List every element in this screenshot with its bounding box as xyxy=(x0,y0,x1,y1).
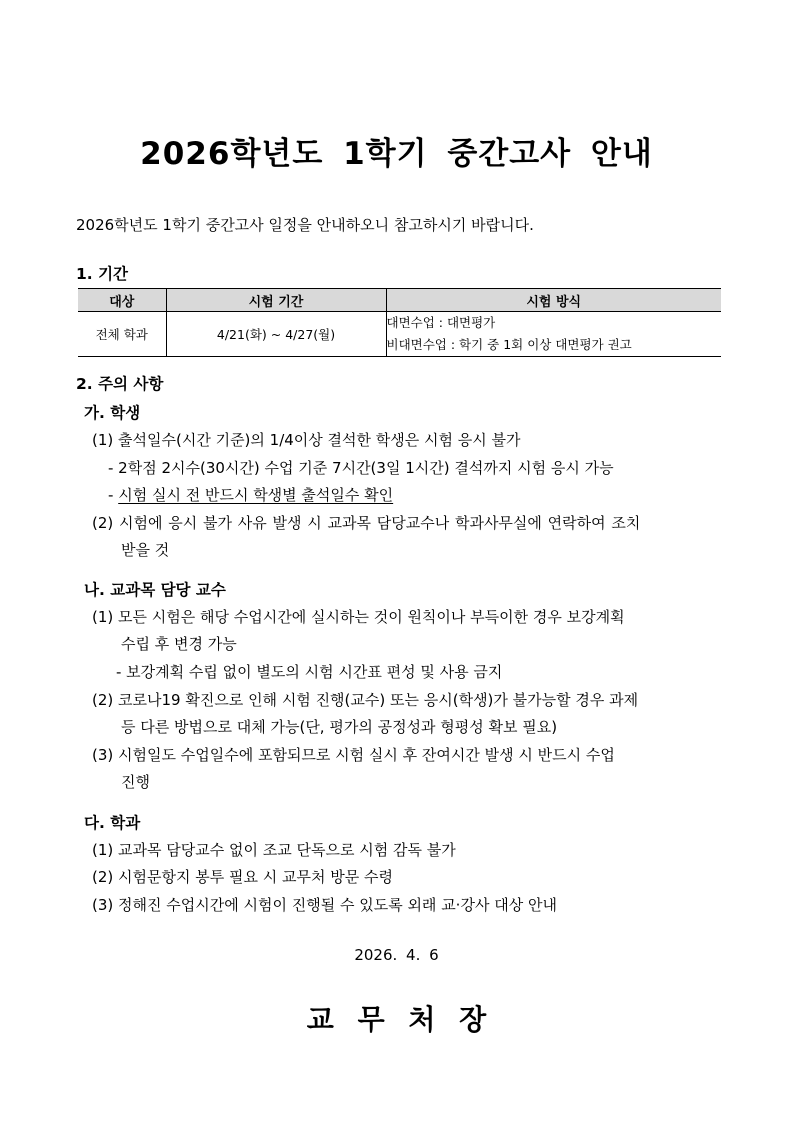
cell-period: 4/21(화) ~ 4/27(월) xyxy=(166,312,386,357)
professors-item-3-line-2: 진행 xyxy=(121,773,150,791)
cell-target: 전체 학과 xyxy=(95,327,148,342)
students-heading: 가. 학생 xyxy=(84,404,141,422)
departments-item-2: (2) 시험문항지 봉투 필요 시 교무처 방문 수령 xyxy=(92,868,393,886)
professors-item-1-line-1: (1) 모든 시험은 해당 수업시간에 실시하는 것이 원칙이나 부득이한 경우 보강계획 xyxy=(92,608,625,626)
sub-dash: - xyxy=(108,486,114,504)
students-item-2-line-2: 받을 것 xyxy=(121,541,170,559)
professors-item-2-line-1: (2) 코로나19 확진으로 인해 시험 진행(교수) 또는 응시(학생)가 불가능할 경우 과제 xyxy=(92,691,639,709)
section-period-heading: 1. 기간 xyxy=(76,265,129,283)
students-item-2-line-1: (2) 시험에 응시 불가 사유 발생 시 교과목 담당교수나 학과사무실에 연락하여 조치 xyxy=(92,514,641,532)
signature: 교 무 처 장 xyxy=(306,1003,487,1036)
intro-text: 2026학년도 1학기 중간고사 일정을 안내하오니 참고하시기 바랍니다. xyxy=(76,216,534,234)
departments-heading: 다. 학과 xyxy=(84,814,141,832)
document-title: 2026학년도 1학기 중간고사 안내 xyxy=(140,136,653,172)
section-notes-heading: 2. 주의 사항 xyxy=(76,375,164,393)
professors-item-3-line-1: (3) 시험일도 수업일수에 포함되므로 시험 실시 후 잔여시간 발생 시 반드시 수업 xyxy=(92,746,615,764)
schedule-header-row xyxy=(78,289,721,312)
professors-heading: 나. 교과목 담당 교수 xyxy=(84,581,226,599)
professors-item-1-sub-1: - 보강계획 수립 없이 별도의 시험 시간표 편성 및 사용 금지 xyxy=(116,663,503,681)
cell-method xyxy=(386,312,721,357)
method-line-2: 비대면수업 : 학기 중 1회 이상 대면평가 권고 xyxy=(386,337,632,352)
header-method: 시험 방식 xyxy=(386,289,721,312)
students-item-1: (1) 출석일수(시간 기준)의 1/4이상 결석한 학생은 시험 응시 불가 xyxy=(92,431,521,449)
method-line-1: 대면수업 : 대면평가 xyxy=(386,315,496,330)
schedule-table xyxy=(78,288,721,357)
header-target: 대상 xyxy=(78,289,166,312)
schedule-row xyxy=(78,312,721,357)
professors-item-2-line-2: 등 다른 방법으로 대체 가능(단, 평가의 공정성과 형평성 확보 필요) xyxy=(121,718,558,736)
document-date: 2026. 4. 6 xyxy=(354,946,439,964)
professors-item-1-line-2: 수립 후 변경 가능 xyxy=(121,635,237,653)
header-period: 시험 기간 xyxy=(166,289,386,312)
departments-item-3: (3) 정해진 수업시간에 시험이 진행될 수 있도록 외래 교·강사 대상 안내 xyxy=(92,896,557,914)
underlined-notice: 시험 실시 전 반드시 학생별 출석일수 확인 xyxy=(118,486,394,504)
departments-item-1: (1) 교과목 담당교수 없이 조교 단독으로 시험 감독 불가 xyxy=(92,841,456,859)
students-item-1-sub-2 xyxy=(108,484,393,505)
students-item-1-sub-1: - 2학점 2시수(30시간) 수업 기준 7시간(3일 1시간) 결석까지 시험 응시 가능 xyxy=(108,459,614,477)
